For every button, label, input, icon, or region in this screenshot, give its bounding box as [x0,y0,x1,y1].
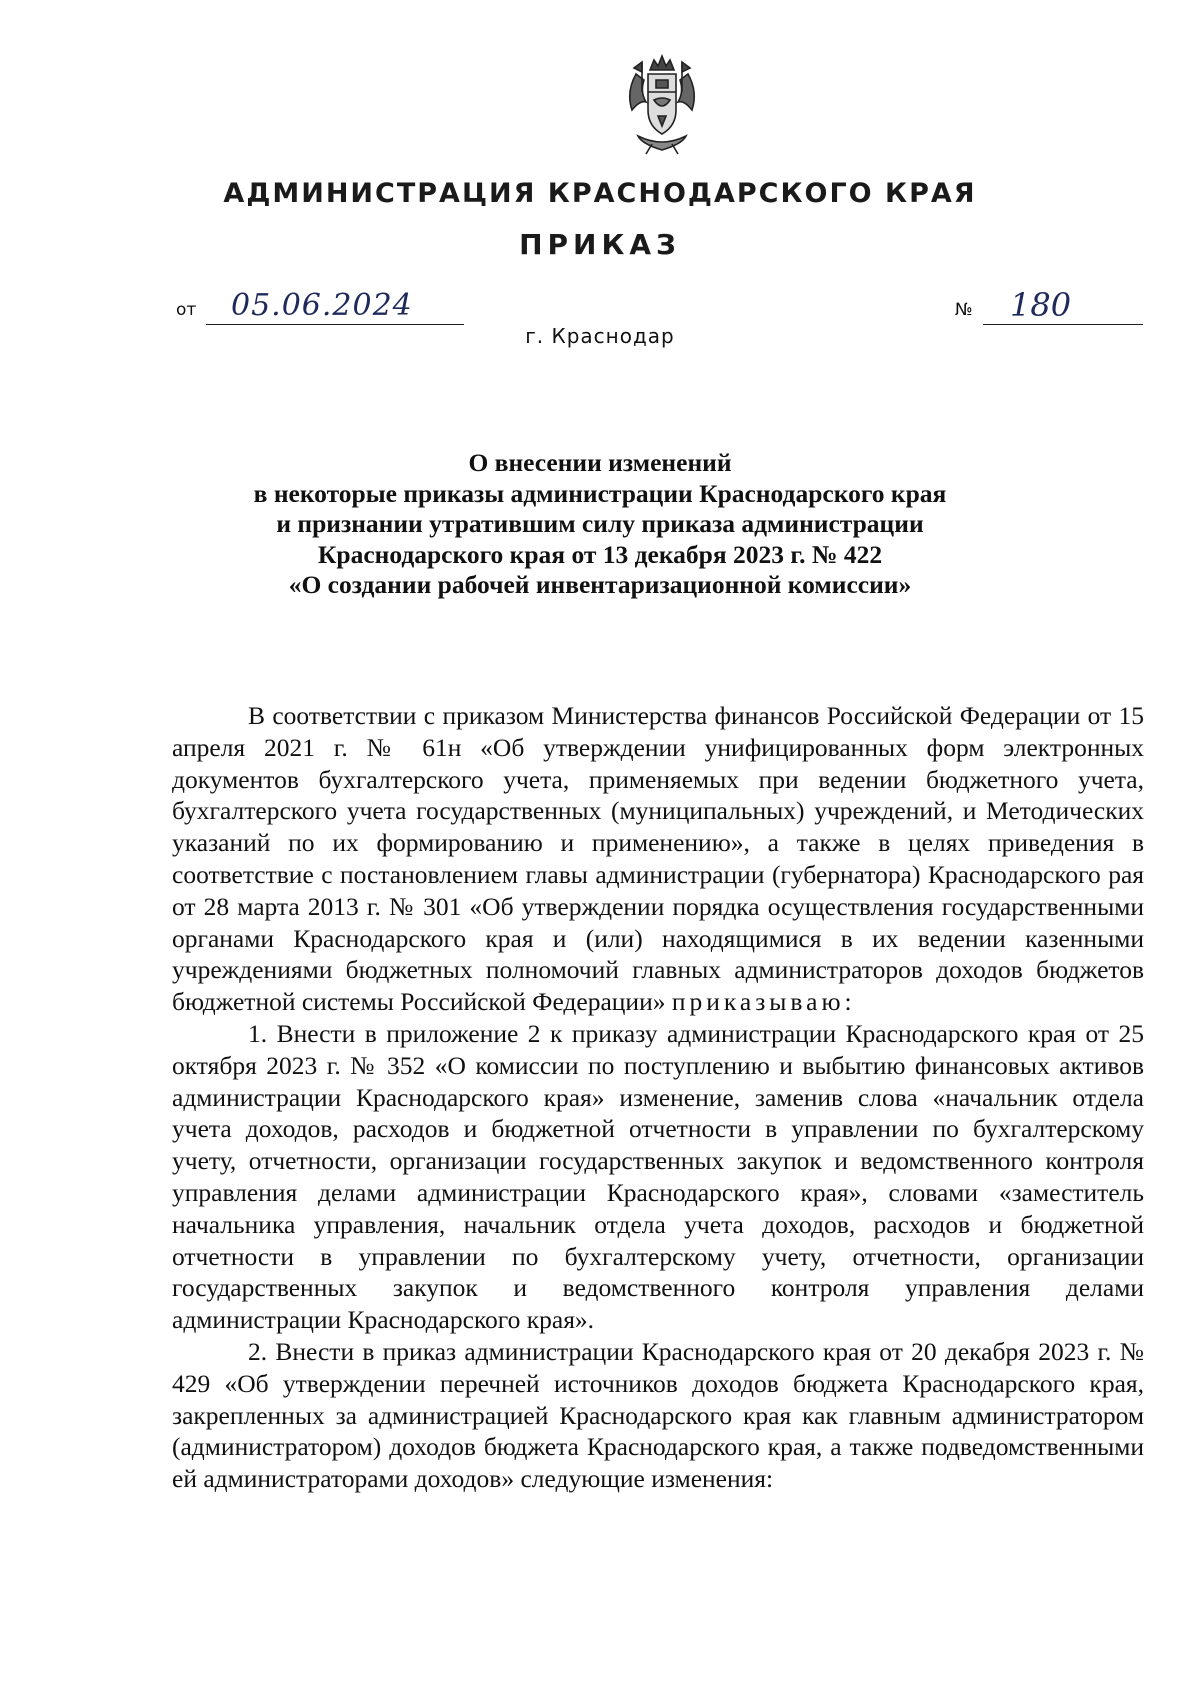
order-word: приказываю: [671,987,856,1017]
number-value: 180 [1010,286,1072,324]
preamble-paragraph [172,700,1144,1018]
organization-name: АДМИНИСТРАЦИЯ КРАСНОДАРСКОГО КРАЯ [223,178,977,209]
city-name: г. Краснодар [525,324,675,348]
number-prefix: № [955,300,973,320]
preamble-text: В соответствии с приказом Министерства финансов Российской Федерации от 15 апреля 2021 г. № 61н «Об утверждении унифицированных форм электронных документов бухгалтерского учета, применяемых при ведении бюджетного учета, бухгалтерского учета государственных (муниципальных) учреждений, и Методических указаний по их формированию и применению», а также в целях приведения в соответствие с постановлением главы администрации (губернатора) Краснодарского рая от 28 марта 2013 г. № 301 «Об утверждении порядка осуществления государственными органами Краснодарского края и (или) находящимися в их ведении казенными учреждениями бюджетных полномочий главных администраторов доходов бюджетов бюджетной системы Российской Федерации» [172,701,1144,1017]
date-prefix: от [176,300,197,320]
coat-of-arms-icon [622,52,702,156]
date-field [176,290,466,324]
document-body [172,700,1144,1495]
item-paragraph-1: 1. Внести в приложение 2 к приказу администрации Краснодарского края от 25 октября 2023 г. № 352 «О комиссии по поступлению и выбытию финансовых активов администрации Краснодарского края» изменение, заменив слова «начальник отдела учета доходов, расходов и бюджетной отчетности в управлении по бухгалтерскому учету, отчетности, организации государственных закупок и ведомственного контроля управления делами администрации Краснодарского края», словами «заместитель начальника управления, начальник отдела учета доходов, расходов и бюджетной отчетности в управлении по бухгалтерскому учету, отчетности, организации государственных закупок и ведомственного контроля управления делами администрации Краснодарского края». [172,1018,1144,1335]
heading-line: О внесении изменений [468,448,732,477]
date-value: 05.06.2024 [231,288,413,323]
number-field [955,286,1155,324]
item-paragraph-2: 2. Внести в приказ администрации Краснодарского края от 20 декабря 2023 г. № 429 «Об утверждении перечней источников доходов бюджета Краснодарского края, закрепленных за администрацией Краснодарского края как главным администратором (администратором) доходов бюджета Краснодарского края, а также подведомственными ей администраторами доходов» следующие изменения: [172,1336,1144,1494]
document-heading [200,448,1000,601]
document-type: ПРИКАЗ [519,228,681,261]
heading-line: Краснодарского края от 13 декабря 2023 г. № 422 [317,539,883,569]
heading-line: в некоторые приказы администрации Краснодарского края [253,478,947,508]
heading-line: и признании утратившим силу приказа администрации [276,509,924,538]
heading-line: «О создании рабочей инвентаризационной комиссии» [288,570,912,599]
